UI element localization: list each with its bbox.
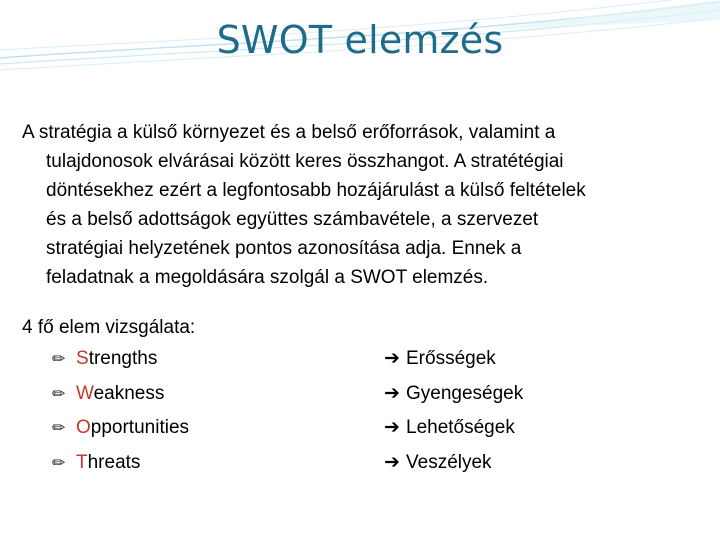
translation-threats (384, 448, 492, 477)
element-rest: hreats (87, 452, 141, 473)
intro-paragraph (22, 118, 702, 292)
paragraph-line: feladatnak a megoldására szolgál a SWOT elemzés. (46, 267, 489, 288)
right-arrow-icon: ➔ (384, 383, 400, 404)
translation-text: Gyengeségek (406, 383, 524, 404)
translation-text: Erősségek (406, 348, 496, 369)
element-rest: eakness (93, 383, 165, 404)
translation-opportunities (384, 413, 515, 442)
pencil-icon: ✏ (52, 351, 66, 368)
right-arrow-icon: ➔ (384, 348, 400, 369)
right-arrow-icon: ➔ (384, 452, 400, 473)
slide-title: SWOT elemzés (216, 18, 504, 62)
element-initial: O (76, 417, 91, 438)
pencil-icon: ✏ (52, 455, 66, 472)
translation-strengths (384, 344, 496, 373)
paragraph-line: tulajdonosok elvárásai között keres összhangot. A stratétégiai (46, 151, 564, 172)
translation-text: Lehetőségek (406, 417, 515, 438)
element-weakness (52, 379, 164, 409)
element-initial: W (76, 383, 94, 404)
element-rest: trengths (88, 348, 158, 369)
pencil-icon: ✏ (52, 420, 66, 437)
paragraph-line: A stratégia a külső környezet és a belső erőforrások, valamint a (22, 122, 556, 143)
element-initial: S (76, 348, 89, 369)
elements-heading: 4 fő elem vizsgálata: (22, 317, 196, 338)
paragraph-line: és a belső adottságok együttes számbavétele, a szervezet (46, 209, 539, 230)
translation-weakness (384, 379, 523, 408)
element-threats (52, 448, 140, 478)
translation-text: Veszélyek (406, 452, 492, 473)
paragraph-line: stratégiai helyzetének pontos azonosítása adja. Ennek a (46, 238, 522, 259)
pencil-icon: ✏ (52, 386, 66, 403)
element-rest: pportunities (90, 417, 190, 438)
paragraph-line: döntésekhez ezért a legfontosabb hozájárulást a külső feltételek (46, 180, 586, 201)
right-arrow-icon: ➔ (384, 417, 400, 438)
element-strengths (52, 344, 157, 374)
element-opportunities (52, 413, 189, 443)
element-initial: T (76, 452, 88, 473)
